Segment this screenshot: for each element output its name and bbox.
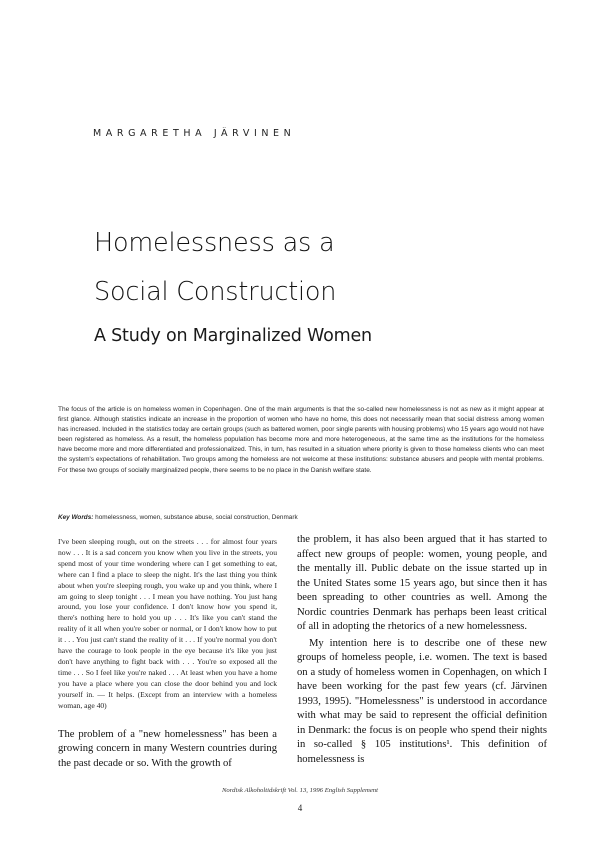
keywords-label: Key Words:: [58, 514, 94, 521]
keywords-text: homelessness, women, substance abuse, social construction, Denmark: [93, 514, 298, 521]
author-name: MARGARETHA JÄRVINEN: [93, 128, 296, 139]
epigraph-quote: I've been sleeping rough, out on the streets . . . for almost four years now . . . It is a sad concern you know when you live in the streets, you spend most of your time wondering where can I get something to eat, where can I find a place to sleep the night. It's the last thing you think about when you're sleeping rough, you wake up and you think, where I am going to sleep tonight . . . I mean you have nothing. You just hang around, you lose your confidence. I don't know how you spend it, there's nothing here to hold you up . . . It's like you can't stand the reality of it all when you're sober or normal, or I don't know how to put it . . . You just can't stand the reality of it . . . If you're normal you don't have the courage to look people in the eye because it's like you just don't have anything to fight back with . . . You're so exposed all the time . . . So I feel like you're naked . . . At least when you have a home you have a place where you can close the door behind you and lock yourself in. — It helps. (Except from an interview with a homeless woman, age 40): [58, 537, 277, 710]
left-body-paragraph: The problem of a "new homelessness" has been a growing concern in many Western countries during the past decade or so. With the growth of: [58, 728, 277, 769]
right-body-paragraph-1: the problem, it has also been argued that it has started to affect new groups of people: women, young people, and the mentally ill. Public debate on the issue started up in the United States some 15 years ago, but since then it has been spreading to other countries as well. Among the Nordic countries Denmark has perhaps been least critical of all in adopting the rhetorics of a new homelessness.: [297, 534, 547, 632]
keywords: [58, 514, 544, 521]
journal-footer: Nordisk Alkoholtidskrift Vol. 13, 1996 English Supplement: [221, 787, 379, 794]
right-column: [297, 533, 547, 767]
title-line-1: Homelessness as a: [94, 228, 335, 258]
abstract: The focus of the article is on homeless women in Copenhagen. One of the main arguments is that the so-called new homelessness is not as new as it might appear at first glance. Although statistics indicate an increase in the proportion of women who have no home, this does not necessarily mean that social distress among women has increased. Included in the statistics today are certain groups (such as battered women, poor single parents with housing problems) who 15 years ago would not have been registered as homeless. As a result, the homeless population has become more and more heterogeneous, at the same time as the institutions for the homeless have become more and more differentiated and professionalized. This, in turn, has resulted in a situation where priority is given to those homeless clients who can meet the system's expectations of rehabilitation. Two groups among the homeless are not welcome at these institutions: substance abusers and people with mental problems. For these two groups of socially marginalized people, there seems to be no place in the Danish welfare state.: [58, 406, 544, 474]
title-line-2: Social Construction: [94, 277, 337, 307]
right-body-paragraph-2: My intention here is to describe one of these new groups of homeless people, i.e. women. The text is based on a study of homeless women in Copenhagen, on which I have been working for the past few years (cf. Järvinen 1993, 1995). "Homelessness" is understood in accordance with what may be said to represent the official definition in Denmark: the focus is on people who spend their nights in so-called § 105 institutions¹. This definition of homelessness is: [297, 637, 547, 765]
page-number: 4: [297, 803, 303, 813]
subtitle: A Study on Marginalized Women: [94, 326, 372, 346]
left-column: [58, 537, 277, 771]
